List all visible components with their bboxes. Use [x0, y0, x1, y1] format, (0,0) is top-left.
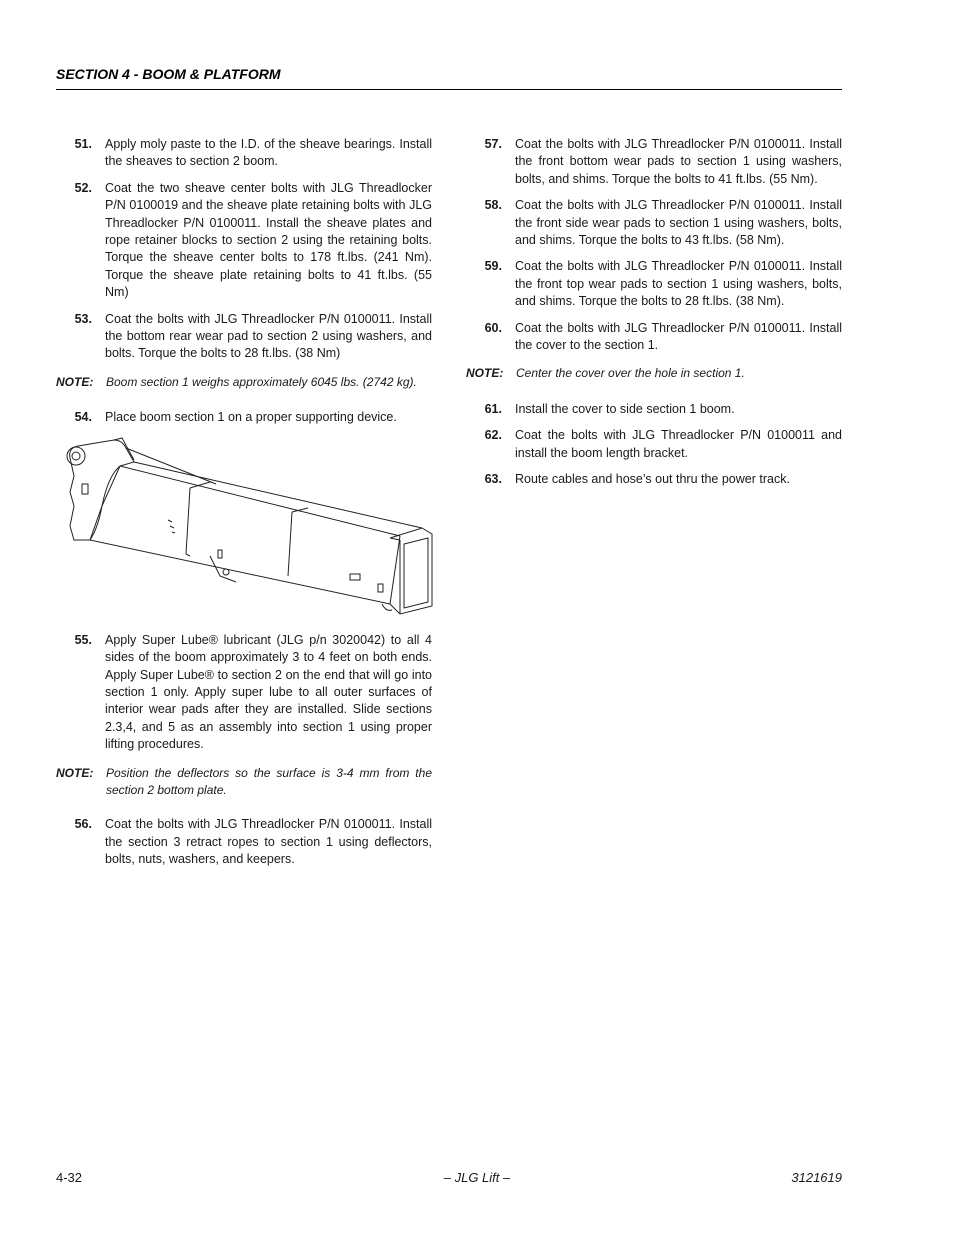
- header-rule: [56, 89, 842, 90]
- step-number: 52.: [74, 180, 92, 195]
- boom-section-1-illustration: [60, 436, 436, 620]
- step-text: Coat the bolts with JLG Threadlocker P/N 0100011. Install the bottom rear wear pad to section 2 using washers, and bolts. Torque the bolts to 28 ft.lbs. (38 Nm): [105, 311, 432, 361]
- step-text: Install the cover to side section 1 boom.: [515, 401, 735, 416]
- note-label: NOTE:: [466, 366, 504, 381]
- step-62: [466, 427, 842, 462]
- step-number: 53.: [74, 311, 92, 326]
- step-text: Place boom section 1 on a proper supporting device.: [105, 410, 397, 425]
- note-label: NOTE:: [56, 374, 94, 389]
- step-number: 63.: [484, 472, 502, 487]
- page-header-title: SECTION 4 - BOOM & PLATFORM: [56, 66, 281, 82]
- note-text: Boom section 1 weighs approximately 6045 lbs. (2742 kg).: [106, 374, 417, 389]
- step-text: Route cables and hose’s out thru the power track.: [515, 472, 790, 487]
- step-number: 60.: [484, 320, 502, 335]
- footer-page-number: 4-32: [56, 1170, 83, 1185]
- note-deflectors: [56, 765, 432, 800]
- step-number: 51.: [74, 137, 92, 151]
- step-text: Coat the bolts with JLG Threadlocker P/N 0100011. Install the front top wear pads to section 1 using washers, bolts, and shims. Torque the bolts to 28 ft.lbs. (38 Nm).: [515, 259, 842, 309]
- note-text: Position the deflectors so the surface is 3-4 mm from the section 2 bottom plate.: [106, 765, 432, 797]
- step-57: [466, 136, 842, 188]
- right-column: [466, 136, 842, 498]
- note-cover: [466, 365, 842, 382]
- step-text: Coat the bolts with JLG Threadlocker P/N 0100011. Install the front bottom wear pads to section 1 using washers, bolts, and shims. Torque the bolts to 41 ft.lbs. (55 Nm).: [515, 137, 842, 186]
- step-52: [56, 180, 432, 302]
- step-63: [466, 471, 842, 488]
- step-number: 59.: [484, 259, 502, 274]
- step-51: [56, 136, 432, 171]
- left-column: [56, 136, 432, 878]
- step-text: Coat the bolts with JLG Threadlocker P/N 0100011 and install the boom length bracket.: [515, 428, 842, 460]
- step-text: Apply Super Lube® lubricant (JLG p/n 3020042) to all 4 sides of the boom approximately 3 to 4 feet on both ends. Apply Super Lube® to section 2 on the end that will go into section 1 only. Apply super lube to all outer surfaces of interior wear pads after they are installed. Slide sections 2.3,4, and 5 as an assembly into section 1 using proper lifting procedures.: [105, 632, 432, 752]
- step-number: 54.: [74, 410, 92, 425]
- step-55: [56, 632, 432, 754]
- step-number: 61.: [484, 401, 502, 416]
- note-label: NOTE:: [56, 765, 94, 780]
- step-text: Coat the bolts with JLG Threadlocker P/N 0100011. Install the section 3 retract ropes to section 1 using deflectors, bolts, nuts, washers, and keepers.: [105, 817, 432, 867]
- step-number: 56.: [74, 817, 92, 832]
- step-61: [466, 401, 842, 418]
- step-number: 58.: [484, 198, 502, 213]
- step-number: 62.: [484, 428, 502, 443]
- step-53: [56, 311, 432, 363]
- step-text: Coat the bolts with JLG Threadlocker P/N 0100011. Install the front side wear pads to section 1 using washers, bolts, and shims. Torque the bolts to 43 ft.lbs. (58 Nm).: [515, 198, 842, 248]
- step-text: Apply moly paste to the I.D. of the sheave bearings. Install the sheaves to section 2 boom.: [105, 137, 432, 169]
- footer-center-text: – JLG Lift –: [443, 1170, 511, 1185]
- footer-document-number: 3121619: [791, 1170, 842, 1185]
- step-56: [56, 816, 432, 868]
- step-text: Coat the bolts with JLG Threadlocker P/N 0100011. Install the cover to the section 1.: [515, 320, 842, 353]
- note-boom-weight: [56, 374, 432, 391]
- step-58: [466, 197, 842, 249]
- step-60: [466, 320, 842, 355]
- step-number: 57.: [484, 137, 502, 151]
- step-59: [466, 258, 842, 310]
- step-54: [56, 409, 432, 426]
- step-number: 55.: [74, 632, 92, 647]
- note-text: Center the cover over the hole in section 1.: [516, 366, 745, 381]
- step-text: Coat the two sheave center bolts with JLG Threadlocker P/N 0100019 and the sheave plate retaining bolts with JLG Threadlocker P/N 0100011. Install the sheave plates and rope retainer blocks to section 2 using the retaining bolts. Torque the sheave center bolts to 178 ft.lbs. (241 Nm). Torque the sheave plate retaining bolts to 41 ft.lbs. (55 Nm): [105, 180, 432, 300]
